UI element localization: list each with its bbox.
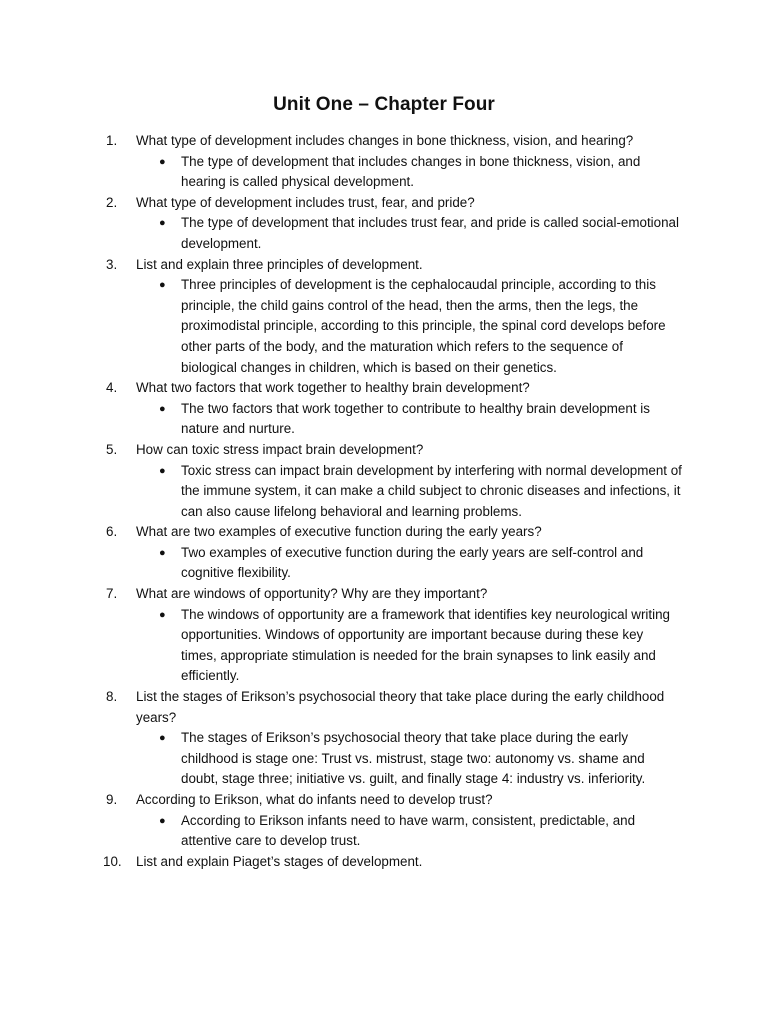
question-text: According to Erikson, what do infants need to develop trust?: [136, 792, 493, 807]
answer-list: [136, 275, 682, 378]
question-item: [0, 584, 768, 687]
answer-item: [136, 213, 682, 254]
question-text: List the stages of Erikson’s psychosocial theory that take place during the early childhood years?: [136, 689, 665, 725]
answer-text: According to Erikson infants need to have warm, consistent, predictable, and attentive care to develop trust.: [181, 812, 636, 849]
answer-list: [136, 605, 682, 687]
bullet-icon: ●: [159, 464, 166, 477]
question-number: 3.: [106, 256, 118, 272]
answer-list: [136, 811, 682, 852]
question-text: What are two examples of executive function during the early years?: [136, 524, 542, 540]
bullet-icon: ●: [159, 402, 166, 415]
question-text: List and explain Piaget’s stages of development.: [136, 853, 423, 869]
question-number: 2.: [106, 194, 118, 210]
bullet-icon: ●: [159, 279, 166, 292]
answer-text: Three principles of development is the cephalocaudal principle, according to this principle, the child gains control of the head, then the arms, then the legs, the proximodistal principle, according to this principle, the spinal cord develops before other parts of the body, and the maturation which refers to the sequence of biological changes in children, which is based on their genetics.: [181, 277, 666, 375]
answer-text: The two factors that work together to contribute to healthy brain development is nature and nurture.: [181, 400, 650, 437]
answer-item: [136, 728, 682, 790]
question-item: [0, 378, 768, 440]
question-item: [0, 522, 768, 584]
question-number: 10.: [103, 853, 122, 869]
answer-item: [136, 152, 682, 193]
answer-item: [136, 461, 682, 523]
question-number: 1.: [106, 133, 118, 148]
bullet-icon: ●: [159, 155, 166, 168]
question-item: [0, 131, 768, 193]
answer-text: The type of development that includes changes in bone thickness, vision, and hearing is called physical development.: [181, 153, 641, 190]
answer-list: [136, 152, 682, 193]
question-item: [0, 193, 768, 255]
answer-list: [136, 461, 682, 523]
bullet-icon: ●: [159, 732, 166, 745]
question-text: List and explain three principles of development.: [136, 256, 423, 272]
answer-item: [136, 811, 682, 852]
question-text: What two factors that work together to healthy brain development?: [136, 380, 530, 396]
question-text: What type of development includes changes in bone thickness, vision, and hearing?: [136, 133, 634, 148]
question-list: [0, 131, 768, 872]
bullet-icon: ●: [159, 217, 166, 230]
bullet-icon: ●: [159, 814, 166, 827]
answer-text: The windows of opportunity are a framework that identifies key neurological writing opportunities. Windows of opportunity are important because during these key times, appropriate stimulation is needed for the brain synapses to link easily and efficiently.: [181, 606, 671, 684]
answer-text: The stages of Erikson’s psychosocial theory that take place during the early childhood is stage one: Trust vs. mistrust, stage two: autonomy vs. shame and doubt, stage three; initiative vs. guilt, and finally stage 4: industry vs. inferiority.: [181, 730, 646, 787]
question-item: [0, 852, 768, 873]
answer-list: [136, 399, 682, 440]
answer-text: Toxic stress can impact brain development by interfering with normal development of the immune system, it can make a child subject to chronic diseases and infections, it can also cause lifelong behavioral and learning problems.: [181, 462, 682, 519]
answer-item: [136, 275, 682, 378]
question-number: 7.: [106, 586, 118, 602]
question-number: 9.: [106, 792, 118, 807]
question-text: What are windows of opportunity? Why are they important?: [136, 586, 488, 602]
answer-text: The type of development that includes trust fear, and pride is called social-emotional development.: [181, 215, 679, 251]
page-title: Unit One – Chapter Four: [273, 94, 495, 115]
question-item: [0, 255, 768, 379]
bullet-icon: ●: [159, 546, 166, 559]
question-number: 6.: [106, 524, 118, 540]
answer-item: [136, 399, 682, 440]
answer-list: [136, 728, 682, 790]
question-item: [0, 687, 768, 790]
question-number: 8.: [106, 689, 118, 705]
answer-list: [136, 213, 682, 254]
answer-list: [136, 543, 682, 584]
answer-item: [136, 543, 682, 584]
answer-item: [136, 605, 682, 687]
question-item: [0, 790, 768, 852]
question-number: 4.: [106, 380, 118, 396]
answer-text: Two examples of executive function during the early years are self-control and cognitive flexibility.: [181, 544, 644, 581]
question-text: What type of development includes trust, fear, and pride?: [136, 194, 475, 210]
question-text: How can toxic stress impact brain development?: [136, 441, 424, 457]
question-item: [0, 440, 768, 522]
bullet-icon: ●: [159, 608, 166, 621]
question-number: 5.: [106, 441, 118, 457]
